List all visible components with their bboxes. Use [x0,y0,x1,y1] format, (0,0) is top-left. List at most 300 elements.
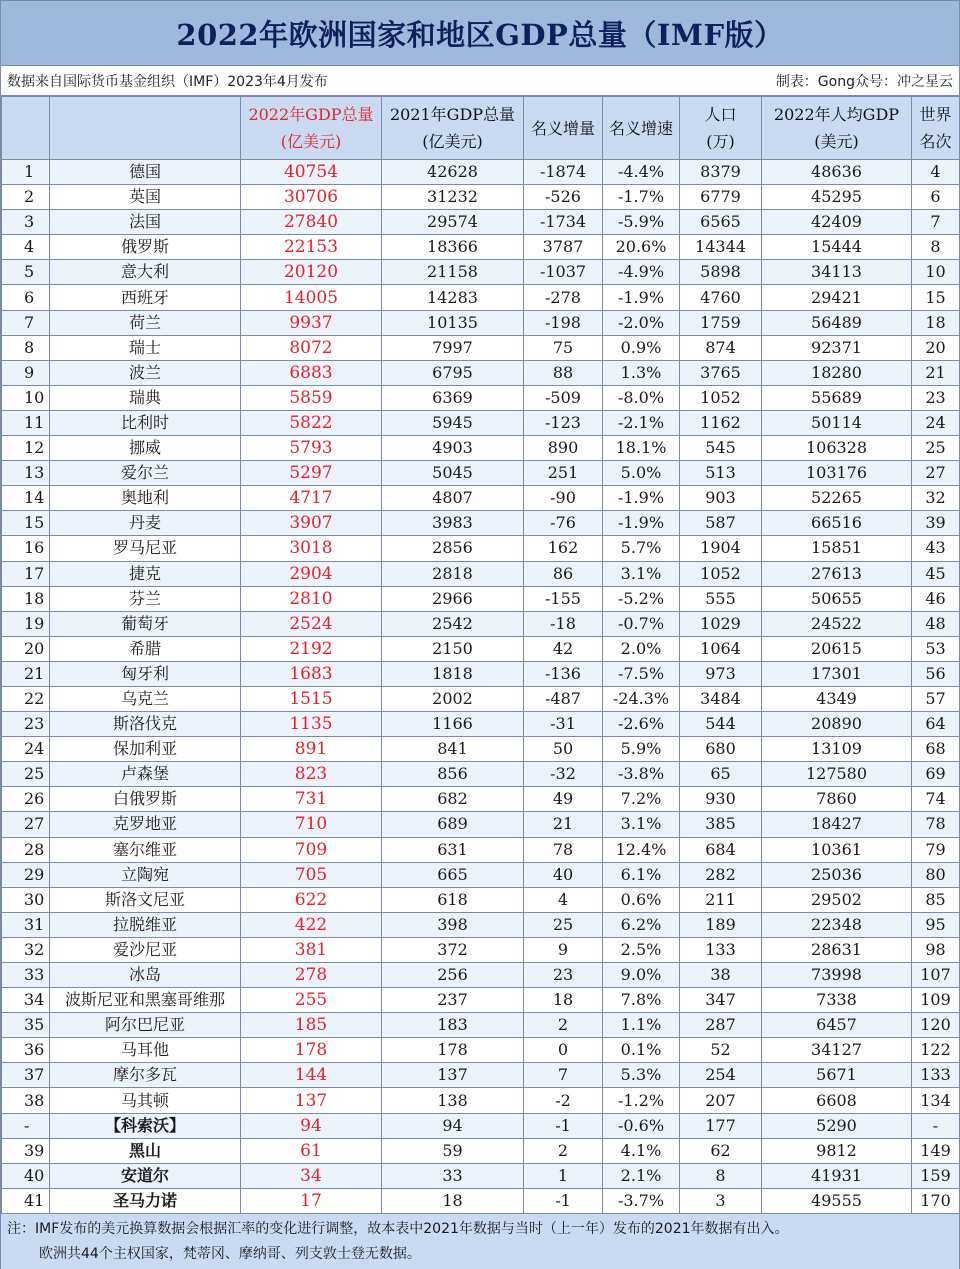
cell-gdp-2022: 2192 [241,636,382,661]
cell-gdp-2022: 27840 [241,210,382,235]
cell-rank: 31 [2,912,50,937]
cell-name: 爱尔兰 [50,461,241,486]
cell-growth: -5.2% [603,586,680,611]
cell-population: 282 [680,862,762,887]
cell-rank: 39 [2,1138,50,1163]
cell-name: 保加利亚 [50,737,241,762]
cell-growth: -4.4% [603,160,680,185]
cell-world-rank: 74 [912,787,960,812]
cell-world-rank: 120 [912,1013,960,1038]
cell-name: 阿尔巴尼亚 [50,1013,241,1038]
cell-gdp-2021: 7997 [382,335,524,360]
cell-name: 挪威 [50,436,241,461]
cell-gdp-2021: 21158 [382,260,524,285]
cell-increase: 88 [524,360,603,385]
cell-per-capita-gdp: 34127 [762,1038,912,1063]
cell-per-capita-gdp: 92371 [762,335,912,360]
cell-growth: 1.1% [603,1013,680,1038]
cell-increase: -123 [524,410,603,435]
cell-population: 62 [680,1138,762,1163]
cell-per-capita-gdp: 48636 [762,160,912,185]
cell-per-capita-gdp: 20615 [762,636,912,661]
cell-growth: 6.2% [603,912,680,937]
cell-name: 葡萄牙 [50,611,241,636]
cell-population: 254 [680,1063,762,1088]
cell-name: 西班牙 [50,285,241,310]
cell-rank: 2 [2,185,50,210]
cell-name: 斯洛文尼亚 [50,887,241,912]
cell-gdp-2022: 20120 [241,260,382,285]
cell-population: 1162 [680,410,762,435]
cell-per-capita-gdp: 9812 [762,1138,912,1163]
cell-growth: 7.2% [603,787,680,812]
cell-increase: 2 [524,1138,603,1163]
table-row [2,160,960,185]
table-row [2,210,960,235]
cell-population: 1064 [680,636,762,661]
cell-growth: 0.9% [603,335,680,360]
cell-gdp-2022: 34 [241,1163,382,1188]
cell-increase: -526 [524,185,603,210]
cell-world-rank: 109 [912,988,960,1013]
cell-per-capita-gdp: 45295 [762,185,912,210]
header-gdp-2021-line2: (亿美元) [422,132,483,151]
cell-gdp-2022: 61 [241,1138,382,1163]
cell-population: 207 [680,1088,762,1113]
cell-world-rank: 98 [912,937,960,962]
header-gdp-2022-line1: 2022年GDP总量 [248,105,374,124]
cell-rank: 40 [2,1163,50,1188]
cell-per-capita-gdp: 15851 [762,536,912,561]
cell-per-capita-gdp: 55689 [762,385,912,410]
cell-name: 拉脱维亚 [50,912,241,937]
cell-rank: 5 [2,260,50,285]
cell-world-rank: 149 [912,1138,960,1163]
cell-name: 克罗地亚 [50,812,241,837]
cell-gdp-2022: 731 [241,787,382,812]
cell-gdp-2021: 2542 [382,611,524,636]
cell-increase: -1 [524,1188,603,1213]
cell-growth: 18.1% [603,436,680,461]
cell-growth: -1.9% [603,511,680,536]
cell-gdp-2021: 29574 [382,210,524,235]
cell-population: 587 [680,511,762,536]
cell-growth: -3.8% [603,762,680,787]
cell-name: 意大利 [50,260,241,285]
cell-growth: 3.1% [603,812,680,837]
cell-per-capita-gdp: 41931 [762,1163,912,1188]
cell-gdp-2021: 372 [382,937,524,962]
cell-rank: 22 [2,686,50,711]
header-gdp-2022-line2: (亿美元) [280,132,342,151]
header-growth: 名义增速 [603,97,680,160]
cell-rank: 35 [2,1013,50,1038]
cell-increase: 7 [524,1063,603,1088]
cell-rank: 33 [2,963,50,988]
cell-growth: -5.9% [603,210,680,235]
cell-world-rank: 18 [912,310,960,335]
cell-name: 英国 [50,185,241,210]
table-row [2,887,960,912]
table-row [2,586,960,611]
cell-rank: 27 [2,812,50,837]
cell-increase: -487 [524,686,603,711]
cell-name: 安道尔 [50,1163,241,1188]
cell-world-rank: 4 [912,160,960,185]
cell-increase: -32 [524,762,603,787]
table-row [2,1138,960,1163]
cell-world-rank: 79 [912,837,960,862]
cell-increase: -1874 [524,160,603,185]
cell-gdp-2022: 422 [241,912,382,937]
cell-gdp-2021: 178 [382,1038,524,1063]
cell-rank: 10 [2,385,50,410]
cell-world-rank: 21 [912,360,960,385]
table-row [2,410,960,435]
cell-name: 黑山 [50,1138,241,1163]
cell-gdp-2021: 398 [382,912,524,937]
cell-gdp-2021: 631 [382,837,524,862]
cell-gdp-2021: 665 [382,862,524,887]
cell-name: 法国 [50,210,241,235]
cell-rank: 32 [2,937,50,962]
cell-per-capita-gdp: 50114 [762,410,912,435]
cell-per-capita-gdp: 6608 [762,1088,912,1113]
cell-gdp-2021: 4903 [382,436,524,461]
cell-population: 680 [680,737,762,762]
cell-gdp-2021: 59 [382,1138,524,1163]
cell-gdp-2022: 705 [241,862,382,887]
header-world-rank-line1: 世界 [919,105,952,124]
header-gdp-2021 [382,97,524,160]
cell-population: 1759 [680,310,762,335]
cell-gdp-2021: 14283 [382,285,524,310]
cell-rank: 1 [2,160,50,185]
cell-per-capita-gdp: 106328 [762,436,912,461]
cell-gdp-2022: 1135 [241,712,382,737]
header-world-rank [912,97,960,160]
cell-per-capita-gdp: 103176 [762,461,912,486]
cell-per-capita-gdp: 28631 [762,937,912,962]
cell-gdp-2022: 94 [241,1113,382,1138]
cell-population: 1904 [680,536,762,561]
header-world-rank-line2: 名次 [919,132,952,151]
cell-gdp-2022: 5822 [241,410,382,435]
cell-population: 133 [680,937,762,962]
cell-rank: 3 [2,210,50,235]
cell-rank: - [2,1113,50,1138]
cell-name: 【科索沃】 [50,1113,241,1138]
cell-growth: 3.1% [603,561,680,586]
cell-gdp-2022: 9937 [241,310,382,335]
cell-per-capita-gdp: 20890 [762,712,912,737]
cell-gdp-2021: 2966 [382,586,524,611]
cell-gdp-2022: 255 [241,988,382,1013]
table-row [2,712,960,737]
cell-gdp-2021: 94 [382,1113,524,1138]
cell-population: 1052 [680,385,762,410]
cell-world-rank: 122 [912,1038,960,1063]
header-increase: 名义增量 [524,97,603,160]
table-row [2,611,960,636]
cell-rank: 21 [2,661,50,686]
table-row [2,1013,960,1038]
table-row [2,1113,960,1138]
cell-gdp-2022: 4717 [241,486,382,511]
cell-gdp-2022: 5297 [241,461,382,486]
cell-world-rank: 134 [912,1088,960,1113]
cell-growth: -2.0% [603,310,680,335]
cell-per-capita-gdp: 18280 [762,360,912,385]
cell-gdp-2021: 1166 [382,712,524,737]
table-row [2,963,960,988]
table-row [2,486,960,511]
cell-growth: -24.3% [603,686,680,711]
cell-increase: -155 [524,586,603,611]
cell-gdp-2021: 1818 [382,661,524,686]
cell-increase: 42 [524,636,603,661]
cell-world-rank: 46 [912,586,960,611]
cell-population: 5898 [680,260,762,285]
cell-gdp-2022: 185 [241,1013,382,1038]
title-bar [1,1,959,66]
cell-name: 冰岛 [50,963,241,988]
cell-population: 14344 [680,235,762,260]
cell-name: 比利时 [50,410,241,435]
source-bar [1,66,959,96]
cell-population: 38 [680,963,762,988]
cell-name: 俄罗斯 [50,235,241,260]
cell-growth: -4.9% [603,260,680,285]
cell-growth: 12.4% [603,837,680,862]
cell-rank: 34 [2,988,50,1013]
cell-rank: 38 [2,1088,50,1113]
cell-gdp-2021: 183 [382,1013,524,1038]
cell-world-rank: 56 [912,661,960,686]
cell-increase: 49 [524,787,603,812]
cell-rank: 30 [2,887,50,912]
table-row [2,1063,960,1088]
footnote-line-1: 注：IMF发布的美元换算数据会根据汇率的变化进行调整，故本表中2021年数据与当时（上一年）发布的2021年数据有出入。 [7,1221,789,1237]
cell-per-capita-gdp: 5290 [762,1113,912,1138]
cell-name: 马其顿 [50,1088,241,1113]
cell-gdp-2022: 144 [241,1063,382,1088]
cell-population: 555 [680,586,762,611]
cell-growth: -0.6% [603,1113,680,1138]
cell-per-capita-gdp: 29502 [762,887,912,912]
cell-rank: 13 [2,461,50,486]
cell-increase: -136 [524,661,603,686]
cell-per-capita-gdp: 18427 [762,812,912,837]
cell-per-capita-gdp: 5671 [762,1063,912,1088]
cell-growth: 7.8% [603,988,680,1013]
cell-increase: -198 [524,310,603,335]
table-row [2,561,960,586]
cell-rank: 26 [2,787,50,812]
cell-rank: 12 [2,436,50,461]
cell-world-rank: 80 [912,862,960,887]
cell-gdp-2021: 2856 [382,536,524,561]
cell-growth: 5.0% [603,461,680,486]
cell-world-rank: 69 [912,762,960,787]
table-row [2,636,960,661]
cell-increase: -509 [524,385,603,410]
table-row [2,1088,960,1113]
cell-gdp-2021: 2002 [382,686,524,711]
table-row [2,988,960,1013]
cell-population: 347 [680,988,762,1013]
cell-name: 爱沙尼亚 [50,937,241,962]
cell-population: 874 [680,335,762,360]
cell-growth: 5.3% [603,1063,680,1088]
cell-rank: 14 [2,486,50,511]
cell-name: 瑞典 [50,385,241,410]
cell-increase: 78 [524,837,603,862]
cell-population: 3484 [680,686,762,711]
cell-rank: 17 [2,561,50,586]
cell-rank: 8 [2,335,50,360]
cell-population: 1052 [680,561,762,586]
cell-gdp-2021: 31232 [382,185,524,210]
cell-growth: -1.7% [603,185,680,210]
cell-name: 乌克兰 [50,686,241,711]
cell-per-capita-gdp: 49555 [762,1188,912,1213]
cell-world-rank: 6 [912,185,960,210]
cell-gdp-2021: 10135 [382,310,524,335]
cell-gdp-2022: 2524 [241,611,382,636]
cell-gdp-2021: 856 [382,762,524,787]
cell-gdp-2021: 256 [382,963,524,988]
cell-population: 52 [680,1038,762,1063]
cell-gdp-2021: 138 [382,1088,524,1113]
cell-growth: -2.1% [603,410,680,435]
cell-gdp-2022: 40754 [241,160,382,185]
cell-increase: -2 [524,1088,603,1113]
table-row [2,661,960,686]
cell-population: 684 [680,837,762,862]
cell-world-rank: 68 [912,737,960,762]
table-row [2,737,960,762]
header-population-line2: (万) [706,132,735,151]
cell-gdp-2022: 178 [241,1038,382,1063]
cell-per-capita-gdp: 17301 [762,661,912,686]
cell-growth: -8.0% [603,385,680,410]
cell-world-rank: 39 [912,511,960,536]
cell-growth: -0.7% [603,611,680,636]
cell-name: 塞尔维亚 [50,837,241,862]
table-row [2,837,960,862]
cell-population: 189 [680,912,762,937]
cell-world-rank: - [912,1113,960,1138]
cell-growth: 0.1% [603,1038,680,1063]
cell-growth: 20.6% [603,235,680,260]
cell-increase: 40 [524,862,603,887]
cell-name: 匈牙利 [50,661,241,686]
table-row [2,536,960,561]
cell-gdp-2022: 2904 [241,561,382,586]
header-per-capita-gdp-line1: 2022年人均GDP [773,105,900,124]
cell-growth: 5.9% [603,737,680,762]
cell-increase: 251 [524,461,603,486]
cell-rank: 11 [2,410,50,435]
cell-rank: 25 [2,762,50,787]
table-row [2,787,960,812]
table-row [2,511,960,536]
cell-population: 65 [680,762,762,787]
cell-gdp-2021: 2818 [382,561,524,586]
cell-name: 摩尔多瓦 [50,1063,241,1088]
cell-population: 8379 [680,160,762,185]
cell-increase: 25 [524,912,603,937]
cell-rank: 36 [2,1038,50,1063]
cell-per-capita-gdp: 73998 [762,963,912,988]
cell-gdp-2021: 4807 [382,486,524,511]
cell-increase: -31 [524,712,603,737]
cell-growth: 1.3% [603,360,680,385]
cell-gdp-2021: 841 [382,737,524,762]
cell-gdp-2021: 6369 [382,385,524,410]
table-row [2,912,960,937]
cell-population: 3765 [680,360,762,385]
cell-gdp-2021: 42628 [382,160,524,185]
cell-increase: 3787 [524,235,603,260]
table-row [2,1163,960,1188]
table-row [2,310,960,335]
cell-population: 513 [680,461,762,486]
cell-increase: -1734 [524,210,603,235]
cell-gdp-2021: 689 [382,812,524,837]
cell-name: 丹麦 [50,511,241,536]
cell-rank: 15 [2,511,50,536]
cell-increase: -278 [524,285,603,310]
cell-growth: 9.0% [603,963,680,988]
cell-population: 385 [680,812,762,837]
cell-name: 德国 [50,160,241,185]
cell-name: 白俄罗斯 [50,787,241,812]
cell-growth: 2.0% [603,636,680,661]
cell-gdp-2022: 3907 [241,511,382,536]
cell-population: 8 [680,1163,762,1188]
cell-per-capita-gdp: 10361 [762,837,912,862]
header-gdp-2022 [241,97,382,160]
cell-name: 波斯尼亚和黑塞哥维那 [50,988,241,1013]
cell-gdp-2022: 710 [241,812,382,837]
table-row [2,260,960,285]
cell-world-rank: 170 [912,1188,960,1213]
cell-world-rank: 24 [912,410,960,435]
header-name [50,97,241,160]
table-header [2,97,960,160]
cell-gdp-2021: 2150 [382,636,524,661]
table-row [2,185,960,210]
cell-gdp-2022: 14005 [241,285,382,310]
cell-per-capita-gdp: 29421 [762,285,912,310]
cell-world-rank: 32 [912,486,960,511]
cell-growth: -2.6% [603,712,680,737]
cell-per-capita-gdp: 15444 [762,235,912,260]
cell-name: 马耳他 [50,1038,241,1063]
cell-per-capita-gdp: 7338 [762,988,912,1013]
cell-increase: -18 [524,611,603,636]
cell-per-capita-gdp: 22348 [762,912,912,937]
cell-gdp-2021: 137 [382,1063,524,1088]
cell-gdp-2021: 6795 [382,360,524,385]
cell-name: 芬兰 [50,586,241,611]
cell-per-capita-gdp: 127580 [762,762,912,787]
table-row [2,285,960,310]
cell-world-rank: 78 [912,812,960,837]
cell-gdp-2022: 17 [241,1188,382,1213]
